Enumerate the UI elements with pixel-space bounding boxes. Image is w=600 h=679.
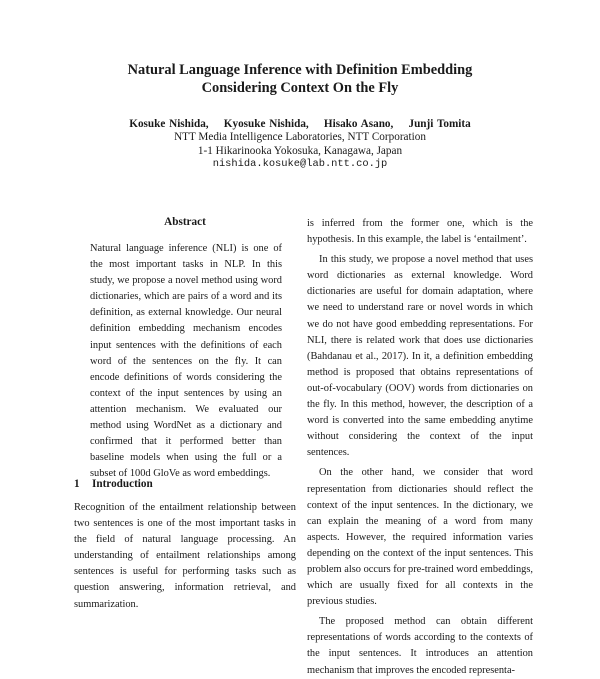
title-line-2: Considering Context On the Fly — [201, 80, 399, 96]
section-number: 1 — [74, 478, 80, 490]
right-paragraph-3: On the other hand, we consider that word representation from dictionaries should reflect the context of the input sentences. In the dictionary, we can explain the meaning of a word from many aspects. However, the required information varies depending on the context of the input sentences. This problem also occurs for pre-trained word embeddings, which are usually fixed for all contexts in the previous studies. — [307, 467, 533, 608]
section-heading-introduction — [74, 477, 153, 492]
right-paragraph-1: is inferred from the former one, which is the hypothesis. In this example, the label is ‘entailment’. — [307, 218, 533, 246]
introduction-text: Recognition of the entailment relationship between two sentences is one of the most important tasks in the field of natural language processing. An understanding of entailment relationships among sentences is useful for performing tasks such as question answering, information retrieval, and summarization. — [74, 502, 296, 610]
affiliation: NTT Media Intelligence Laboratories, NTT Corporation — [174, 131, 426, 143]
author-list: Kosuke Nishida, Kyosuke Nishida, Hisako Asano, Junji Tomita — [129, 118, 471, 130]
abstract-text: Natural language inference (NLI) is one of the most important tasks in NLP. In this study, we propose a novel method using word dictionaries, which are pairs of a word and its definition, as external knowledge. Our neural definition embedding mechanism encodes input sentences with the definitions of each word of the sentences on the fly. It can encode definitions of words considering the context of the input sentences by using an attention mechanism. We evaluated our method using WordNet as a dictionary and confirmed that it performed better than baseline models when using the full or a subset of 100d GloVe as word embeddings. — [90, 243, 282, 480]
paper-title — [60, 61, 540, 97]
address: 1-1 Hikarinooka Yokosuka, Kanagawa, Japan — [197, 145, 403, 157]
abstract-heading: Abstract — [164, 216, 206, 228]
email: nishida.kosuke@lab.ntt.co.jp — [212, 158, 388, 170]
section-title: Introduction — [92, 478, 153, 490]
right-column — [307, 216, 533, 679]
right-paragraph-4: The proposed method can obtain different representations of words according to the contexts of the input sentences. It introduces an attention mechanism that improves the encoded representa- — [307, 616, 533, 676]
title-line-1: Natural Language Inference with Definition Embedding — [127, 62, 473, 78]
right-paragraph-2: In this study, we propose a novel method that uses word dictionaries as external knowledge. Word dictionaries are useful for domain adaptation, where we need to understand rare or novel words in which we do not have good embedding representations. For NLI, there is related work that does use dictionaries (Bahdanau et al., 2017). In it, a definition embedding method is proposed that obtains representations of out-of-vocabulary (OOV) words from dictionaries on the fly. In this method, however, the description of a word is converted into the same embedding anytime without considering the context of the input sentences. — [307, 254, 533, 459]
